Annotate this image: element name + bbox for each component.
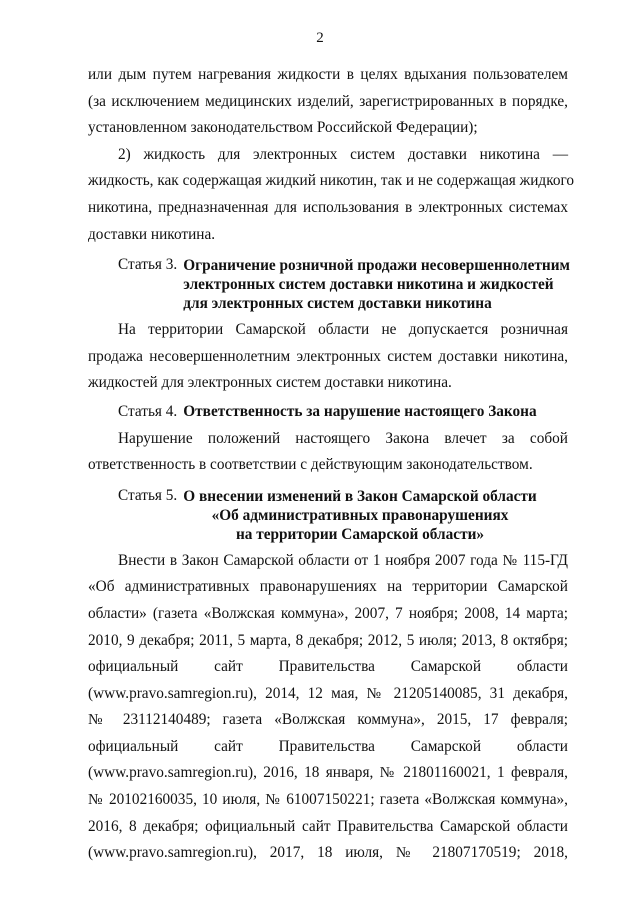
text-line: № 20102160035, 10 июля, № 61007150221; газета «Волжская коммуна»,	[88, 791, 568, 809]
intro-paragraph	[88, 62, 568, 142]
document-body	[88, 62, 575, 867]
article-title-line: «Об административных правонарушениях	[211, 506, 509, 524]
article-3-paragraph	[88, 317, 568, 397]
text-line: 2016, 8 декабря; официальный сайт Правительства Самарской области	[88, 817, 568, 835]
article-title	[183, 252, 570, 313]
text-line: Нарушение положений настоящего Закона влечет за собой	[118, 429, 568, 447]
text-line: никотина, предназначенная для использования в электронных системах	[88, 198, 568, 216]
article-3-heading	[88, 252, 568, 313]
text-line: Внести в Закон Самарской области от 1 ноября 2007 года № 115-ГД	[118, 551, 568, 569]
text-line: продажа несовершеннолетним электронных систем доставки никотина,	[88, 347, 568, 365]
article-4-heading	[88, 399, 568, 426]
article-title-line: Ответственность за нарушение настоящего Закона	[183, 402, 537, 420]
text-line: жидкостей для электронных систем доставки никотина.	[88, 374, 452, 392]
text-line: 2) жидкость для электронных систем доставки никотина —	[118, 145, 568, 163]
text-line: «Об административных правонарушениях на территории Самарской	[88, 578, 568, 596]
text-line: № 23112140489; газета «Волжская коммуна», 2015, 17 февраля;	[88, 711, 568, 729]
article-label: Статья 3.	[118, 256, 178, 274]
page-number: 2	[316, 30, 324, 46]
text-line: официальный сайт Правительства Самарской области	[88, 658, 568, 676]
text-line: (www.pravo.samregion.ru), 2014, 12 мая, № 21205140085, 31 декабря,	[88, 684, 568, 702]
article-title	[183, 399, 568, 426]
text-line: 2010, 9 декабря; 2011, 5 марта, 8 декабря; 2012, 5 июля; 2013, 8 октября;	[88, 631, 568, 649]
article-title-line: на территории Самарской области»	[235, 525, 485, 543]
text-line: жидкость, как содержащая жидкий никотин, так и не содержащая жидкого	[88, 172, 575, 190]
text-line: (www.pravo.samregion.ru), 2016, 18 января, № 21801160021, 1 февраля,	[88, 764, 568, 782]
article-title-line: Ограничение розничной продажи несовершеннолетним	[183, 257, 570, 275]
item-2-paragraph	[88, 142, 575, 248]
article-4-paragraph	[88, 426, 568, 479]
article-5-paragraph	[88, 548, 568, 867]
article-5-heading	[88, 483, 568, 544]
article-title-line: О внесении изменений в Закон Самарской области	[183, 487, 537, 505]
article-title-line: для электронных систем доставки никотина	[183, 295, 492, 313]
article-label: Статья 5.	[118, 486, 178, 504]
text-line: официальный сайт Правительства Самарской области	[88, 737, 568, 755]
text-line: установленном законодательством Российской Федерации);	[88, 119, 478, 137]
article-title	[183, 483, 586, 544]
article-label: Статья 4.	[118, 402, 178, 420]
text-line: (www.pravo.samregion.ru), 2017, 18 июля, № 21807170519; 2018,	[88, 844, 568, 862]
text-line: На территории Самарской области не допускается розничная	[118, 321, 568, 339]
text-line: ответственность в соответствии с действующим законодательством.	[88, 456, 533, 474]
text-line: области» (газета «Волжская коммуна», 2007, 7 ноября; 2008, 14 марта;	[88, 604, 568, 622]
article-title-line: электронных систем доставки никотина и жидкостей	[183, 276, 554, 294]
text-line: или дым путем нагревания жидкости в целях вдыхания пользователем	[88, 66, 568, 83]
text-line: (за исключением медицинских изделий, зарегистрированных в порядке,	[88, 92, 568, 110]
text-line: доставки никотина.	[88, 225, 216, 243]
